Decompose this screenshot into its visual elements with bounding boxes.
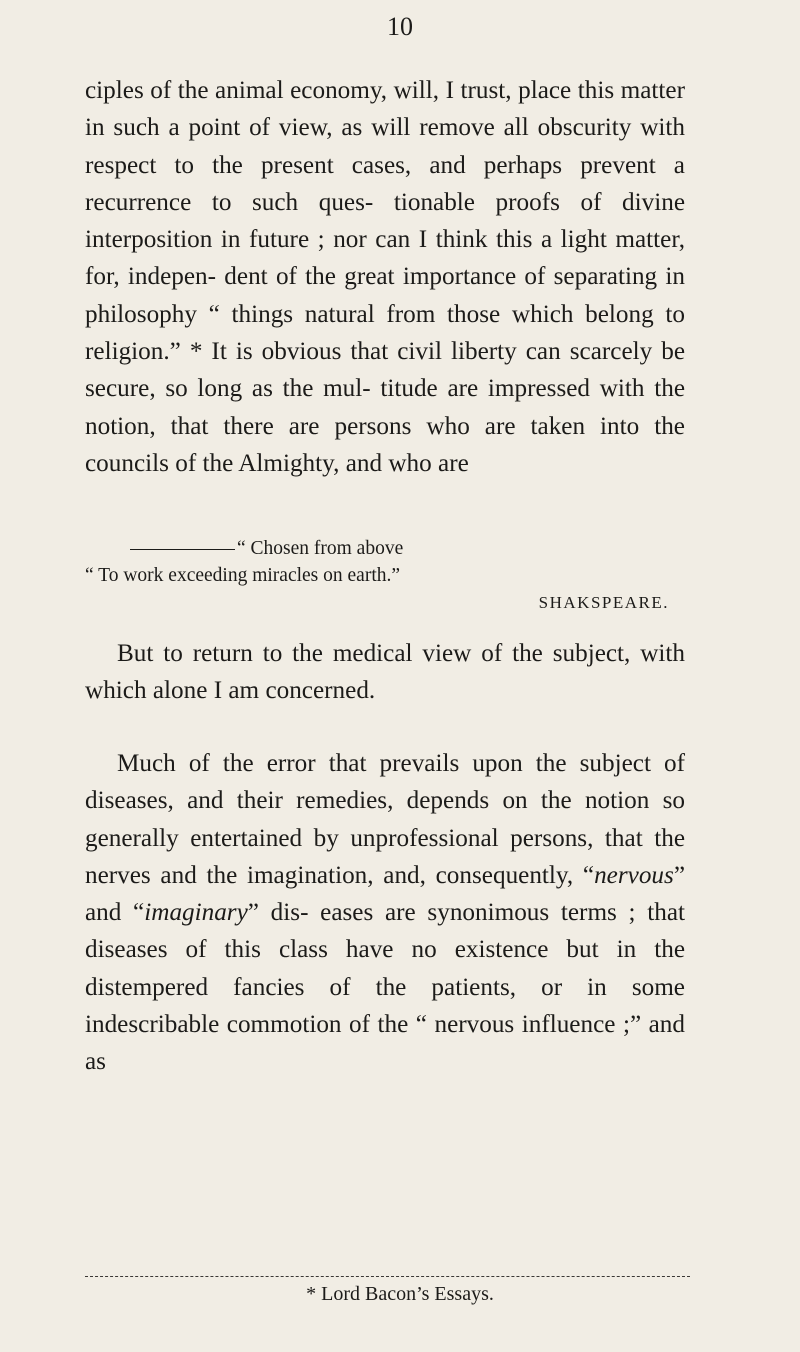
paragraph-3-part-3: ” dis- eases are synonimous terms ; that diseases of this class have no existence but in the distempered fancies of the patients, or in some indescribable commotion of the “ nervous influence ;” and as [85,899,685,1076]
footnote: * Lord Bacon’s Essays. [306,1283,494,1305]
footnote-divider [85,1276,690,1277]
quote-line-1-text: “ Chosen from above [237,538,404,559]
verse-quote [85,535,685,616]
quote-dash [130,549,235,550]
paragraph-1: ciples of the animal economy, will, I trust, place this matter in such a point of view, as will remove all obscurity with respect to the present cases, and perhaps prevent a recurrence to such ques- tionable proofs of divine interposition in future ; nor can I think this a light matter, for, indepen- dent of the great importance of separating in philosophy “ things natural from those which belong to religion.” * It is obvious that civil liberty can scarcely be secure, so long as the mul- titude are impressed with the notion, that there are persons who are taken into the councils of the Almighty, and who are [85,77,685,477]
paragraph-3 [85,745,685,1081]
italic-imaginary: imaginary [144,899,248,927]
quote-line-2: “ To work exceeding miracles on earth.” [85,565,401,586]
quote-attribution: SHAKSPEARE. [538,593,669,612]
paragraph-3-part-1: Much of the error that prevails upon the subject of diseases, and their remedies, depends on the notion so generally entertained by unprofessional persons, that the nerves and the imagination, and, consequently, “ [85,750,685,889]
quote-line-1 [85,535,685,562]
paragraph-3-part-2: ” and “ [85,861,685,927]
paragraph-2: But to return to the medical view of the subject, with which alone I am concerned. [85,640,685,705]
italic-nervous: nervous [594,861,674,889]
page-number: 10 [387,12,413,41]
